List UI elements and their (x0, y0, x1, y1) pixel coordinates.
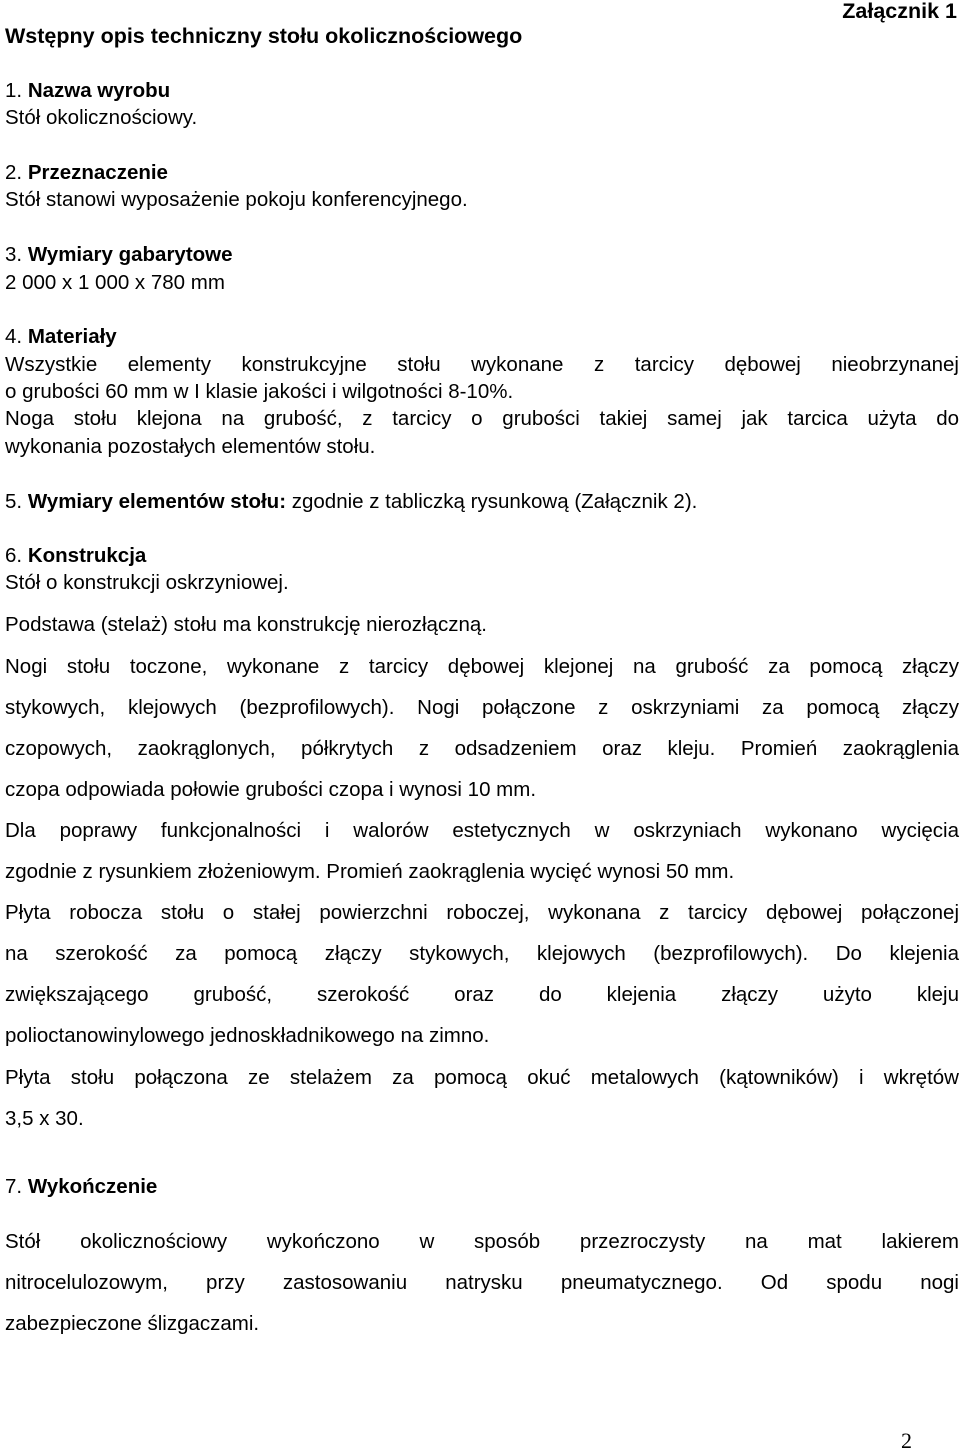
section-4-p2-line2: wykonania pozostałych elementów stołu. (5, 435, 376, 458)
section-7-heading: 7. Wykończenie (5, 1175, 158, 1198)
section-7-line2: nitrocelulozowym, przy zastosowaniu natrysku pneumatycznego. Od spodu nogi (5, 1271, 959, 1294)
section-2-heading: 2. Przeznaczenie (5, 161, 168, 184)
section-6-line5: czopowych, zaokrąglonych, półkrytych z odsadzeniem oraz kleju. Promień zaokrąglenia (5, 737, 959, 760)
section-4-p2-line1: Noga stołu klejona na grubość, z tarcicy o grubości takiej samej jak tarcica użyta do (5, 407, 959, 430)
section-6-line11: zwiększającego grubość, szerokość oraz do klejenia złączy użyto kleju (5, 983, 959, 1006)
section-6-line8: zgodnie z rysunkiem złożeniowym. Promień zaokrąglenia wycięć wynosi 50 mm. (5, 860, 735, 883)
section-6-line6: czopa odpowiada połowie grubości czopa i wynosi 10 mm. (5, 778, 537, 801)
annex-label: Załącznik 1 (842, 0, 957, 23)
section-3-text: 2 000 x 1 000 x 780 mm (5, 271, 225, 294)
section-7-line1: Stół okolicznościowy wykończono w sposób przezroczysty na mat lakierem (5, 1230, 959, 1253)
document-title: Wstępny opis techniczny stołu okolicznościowego (5, 24, 523, 48)
section-4-p1-line2: o grubości 60 mm w I klasie jakości i wilgotności 8-10%. (5, 380, 514, 403)
section-6-line4: stykowych, klejowych (bezprofilowych). Nogi połączone z oskrzyniami za pomocą złączy (5, 696, 959, 719)
section-7-line3: zabezpieczone ślizgaczami. (5, 1312, 260, 1335)
section-6-line13: Płyta stołu połączona ze stelażem za pomocą okuć metalowych (kątowników) i wkrętów (5, 1066, 959, 1089)
section-6-line10: na szerokość za pomocą złączy stykowych, klejowych (bezprofilowych). Do klejenia (5, 942, 959, 965)
section-6-line14: 3,5 x 30. (5, 1107, 84, 1130)
section-6-line9: Płyta robocza stołu o stałej powierzchni roboczej, wykonana z tarcicy dębowej połączonej (5, 901, 959, 924)
section-1-heading: 1. Nazwa wyrobu (5, 79, 171, 102)
section-4-heading: 4. Materiały (5, 325, 117, 348)
section-6-heading: 6. Konstrukcja (5, 544, 147, 567)
section-6-line12: polioctanowinylowego jednoskładnikowego na zimno. (5, 1024, 490, 1047)
section-2-text: Stół stanowi wyposażenie pokoju konferencyjnego. (5, 188, 468, 211)
section-6-line1: Stół o konstrukcji oskrzyniowej. (5, 571, 289, 594)
section-6-line3: Nogi stołu toczone, wykonane z tarcicy dębowej klejonej na grubość za pomocą złączy (5, 655, 959, 678)
section-6-line7: Dla poprawy funkcjonalności i walorów estetycznych w oskrzyniach wykonano wycięcia (5, 819, 959, 842)
section-3-heading: 3. Wymiary gabarytowe (5, 243, 233, 266)
section-6-line2: Podstawa (stelaż) stołu ma konstrukcję nierozłączną. (5, 613, 487, 636)
section-4-p1-line1: Wszystkie elementy konstrukcyjne stołu wykonane z tarcicy dębowej nieobrzynanej (5, 353, 959, 376)
page-number: 2 (901, 1428, 912, 1453)
section-1-text: Stół okolicznościowy. (5, 106, 198, 129)
section-5: 5. Wymiary elementów stołu: zgodnie z tabliczką rysunkową (Załącznik 2). (5, 490, 698, 513)
